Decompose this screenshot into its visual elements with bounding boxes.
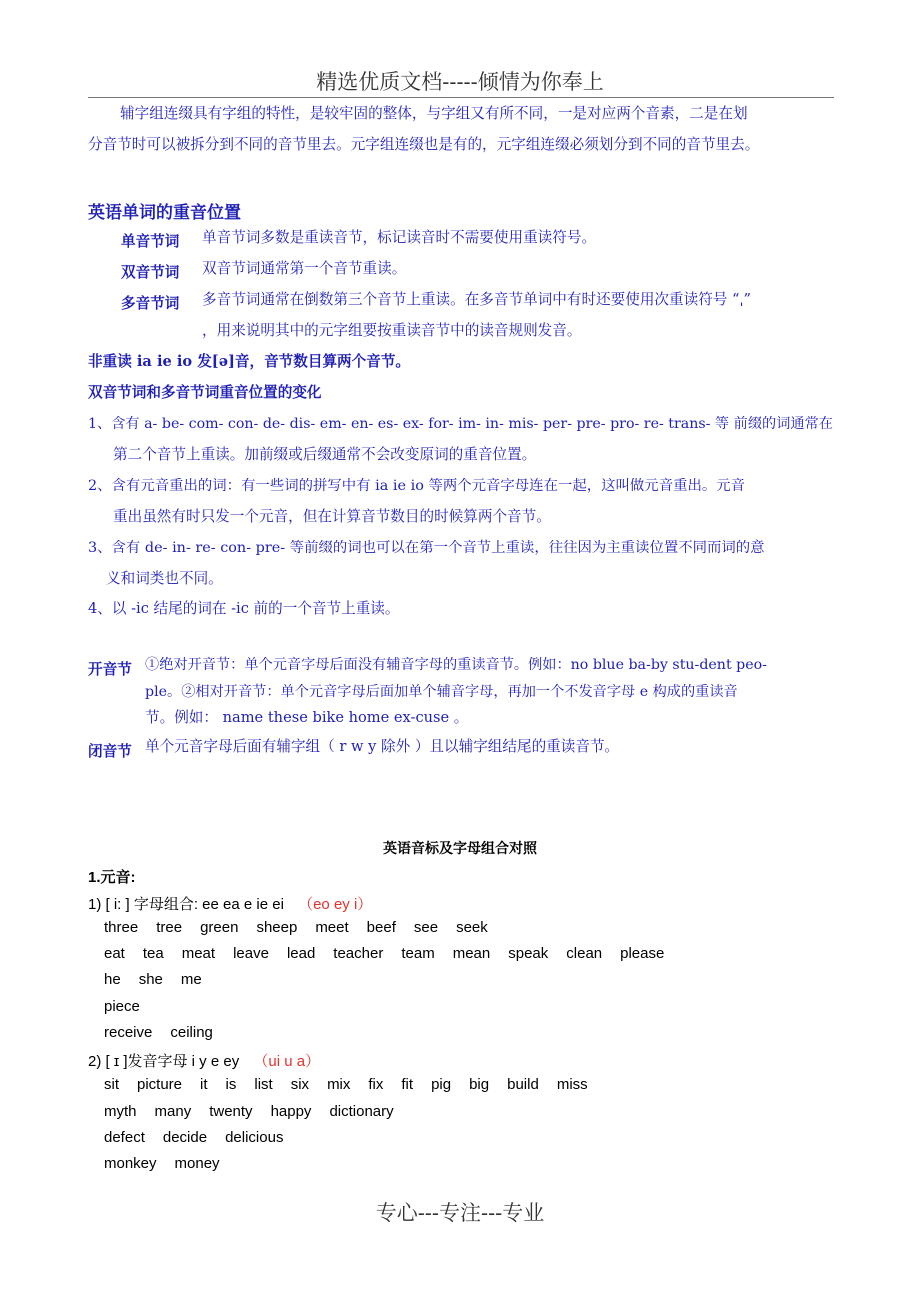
word: money [174,1155,220,1172]
word: please [620,945,665,962]
word: build [507,1076,539,1093]
item-1-phoneme-letters: 1) [ i: ] 字母组合: ee ea e ie ei [88,896,284,913]
item-2-row-3 [104,1129,301,1146]
word: leave [233,945,269,962]
page-header-title: 精选优质文档-----倾情为你奉上 [316,70,604,94]
word: green [200,919,239,936]
rule-2-line-1: 2、含有元音重出的词：有一些词的拼写中有 ia ie io 等两个元音字母连在一起，这叫做元音重出。元音 [88,478,746,494]
word: sit [104,1076,119,1093]
word: monkey [104,1155,157,1172]
item-2-row-1 [104,1076,606,1093]
word: ceiling [170,1024,213,1041]
vowel-section-label: 1.元音: [88,869,136,886]
word: tree [156,919,183,936]
word: is [225,1076,237,1093]
item-1-row-4 [104,998,158,1015]
word: it [200,1076,208,1093]
word: fix [368,1076,384,1093]
rule-4: 4、以 -ic 结尾的词在 -ic 前的一个音节上重读。 [88,600,400,617]
word: twenty [209,1103,253,1120]
item-1-row-1 [104,919,506,936]
word: team [401,945,435,962]
item-2-phoneme-letters: 2) [ ɪ ]发音字母 i y e ey [88,1053,240,1070]
item-1-row-5 [104,1024,231,1041]
poly-term: 多音节词 [121,295,180,312]
word: delicious [225,1129,284,1146]
item-1-label [88,893,372,914]
item-1-extra-letters: （eo ey i） [298,896,373,913]
word: miss [556,1076,588,1093]
changes-heading: 双音节词和多音节词重音位置的变化 [88,384,322,401]
open-syllable-line-1: ①绝对开音节：单个元音字母后面没有辅音字母的重读音节。例如：no blue ba-by stu-dent peo- [145,657,767,673]
header-divider [88,97,834,98]
item-2-label [88,1050,320,1071]
word: mean [452,945,491,962]
word: myth [104,1103,137,1120]
mono-term: 单音节词 [121,233,180,250]
word: dictionary [329,1103,394,1120]
word: sheep [256,919,298,936]
word: see [413,919,439,936]
word: decide [162,1129,208,1146]
word: meat [181,945,216,962]
open-syllable-term: 开音节 [88,661,132,678]
word: three [104,919,139,936]
word: happy [270,1103,312,1120]
word: meet [315,919,349,936]
word: seek [456,919,488,936]
word: tea [142,945,164,962]
open-syllable-line-2: ple。②相对开音节：单个元音字母后面加单个辅音字母，再加一个不发音字母 e 构成的重读音 [145,684,738,700]
word: she [138,971,163,988]
word: list [254,1076,273,1093]
item-1-row-2 [104,945,682,962]
di-text: 双音节词通常第一个音节重读。 [202,260,407,277]
word: piece [104,998,140,1015]
open-syllable-line-3: 节。例如： name these bike home ex-cuse 。 [145,709,469,726]
word: he [104,971,121,988]
word: speak [508,945,549,962]
phonetics-title: 英语音标及字母组合对照 [383,841,537,857]
word: receive [104,1024,153,1041]
item-1-row-3 [104,971,220,988]
intro-line-1: 辅字组连缀具有字组的特性，是较牢固的整体，与字组又有所不同，一是对应两个音素，二是在划 [120,105,748,122]
poly-text-1: 多音节词通常在倒数第三个音节上重读。在多音节单词中有时还要使用次重读符号 “ˌ” [202,291,751,308]
page-footer: 专心---专注---专业 [375,1201,545,1225]
word: mix [327,1076,351,1093]
rule-1-line-1: 1、含有 a- be- com- con- de- dis- em- en- es- ex- for- im- in- mis- per- pre- pro- re- trans- 等 前缀的词通常在 [88,416,833,432]
rule-3-line-1: 3、含有 de- in- re- con- pre- 等前缀的词也可以在第一个音节上重读，往往因为主重读位置不同而词的意 [88,540,765,556]
word: clean [566,945,603,962]
word: teacher [333,945,384,962]
item-2-row-2 [104,1103,412,1120]
poly-text-2: ，用来说明其中的元字组要按重读音节中的读音规则发音。 [202,322,582,339]
rule-3-line-2: 义和词类也不同。 [106,570,223,587]
stress-heading: 英语单词的重音位置 [88,203,241,223]
word: lead [286,945,316,962]
intro-line-2: 分音节时可以被拆分到不同的音节里去。元字组连缀也是有的，元字组连缀必须划分到不同的音节里去。 [88,136,760,153]
word: fit [401,1076,414,1093]
word: many [154,1103,192,1120]
rule-1-line-2: 第二个音节上重读。加前缀或后缀通常不会改变原词的重音位置。 [113,446,537,463]
item-2-row-4 [104,1155,238,1172]
rule-2-line-2: 重出虽然有时只发一个元音，但在计算音节数目的时候算两个音节。 [113,508,551,525]
mono-text: 单音节词多数是重读音节，标记读音时不需要使用重读符号。 [202,229,597,246]
item-2-extra-letters: （ui u a） [253,1053,321,1070]
unstressed-note: 非重读 ia ie io 发[ə]音，音节数目算两个音节。 [88,353,411,370]
closed-syllable-term: 闭音节 [88,743,132,760]
word: beef [366,919,396,936]
word: defect [104,1129,145,1146]
di-term: 双音节词 [121,264,180,281]
word: picture [137,1076,183,1093]
word: six [290,1076,310,1093]
closed-syllable-text: 单个元音字母后面有辅字组（ r w y 除外 ）且以辅字组结尾的重读音节。 [145,738,620,755]
word: pig [431,1076,452,1093]
word: big [469,1076,490,1093]
word: eat [104,945,125,962]
word: me [180,971,202,988]
